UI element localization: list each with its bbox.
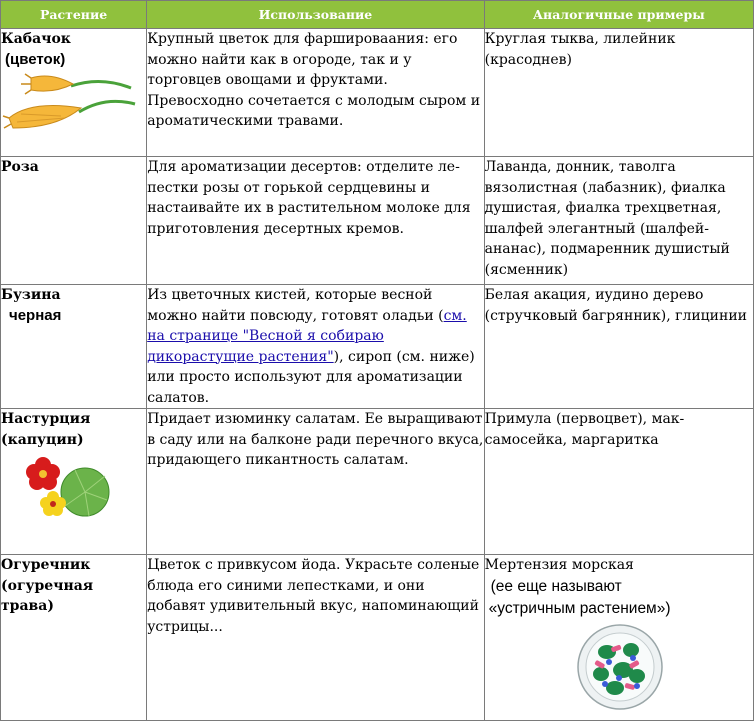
table-row: [1, 157, 754, 285]
usage-cell: [147, 285, 484, 409]
plant-subname: (огуречная трава): [1, 577, 94, 614]
examples-cell: Белая акация, иудино дерево (стручковый багрянник), глицинии: [484, 285, 753, 409]
header-examples: Аналогичные примеры: [484, 1, 753, 29]
examples-cell: Лаванда, донник, таволга вязолистная (лабазник), фиалка душистая, фиалка трехцветная, шалфей элегантный (шалфей-ананас), подмаренник душистый (ясменник): [484, 157, 753, 285]
usage-text: ), сироп (см. ниже) или просто используют для ароматизации салатов.: [147, 348, 475, 406]
table-row: [1, 29, 754, 157]
examples-cell: Круглая тыква, лилейник (красоднев): [484, 29, 753, 157]
usage-cell: Для ароматизации десертов: отделите ле-пестки розы от горькой сердцевины и настаивайте их в растительном молоке для приготовления десертных кремов.: [147, 157, 484, 285]
plant-cell: [1, 555, 147, 721]
plant-subname: черная: [9, 306, 62, 324]
table-row: [1, 555, 754, 721]
salad-plate-icon: [575, 622, 665, 712]
example-note: (ее еще называют: [490, 577, 622, 595]
table-row: [1, 409, 754, 555]
usage-cell: Придает изюминку салатам. Ее выращивают в саду или на балконе ради перечного вкуса, придающего пикантность салатам.: [147, 409, 484, 555]
plant-subname: (капуцин): [1, 431, 84, 448]
usage-text: Из цветочных кистей, которые весной можно найти повсюду, готовят оладьи (: [147, 287, 444, 324]
dikorastushchie-page-link[interactable]: см. на странице "Весной я собираю дикорастущие растения": [147, 307, 467, 365]
table-header-row: [1, 1, 754, 29]
examples-cell: [484, 555, 753, 721]
plant-cell: [1, 409, 147, 555]
plant-cell: [1, 29, 147, 157]
example-note: «устричным растением»): [488, 599, 671, 617]
plant-name: Кабачок: [1, 31, 71, 47]
plant-name: Настурция: [1, 411, 91, 427]
header-usage: Использование: [147, 1, 484, 29]
plant-name: Бузина: [1, 287, 61, 303]
usage-cell: Крупный цветок для фаршироваания: его можно найти как в огороде, так и у торговцев овощами и фруктами. Превосходно сочетается с молодым сыром и ароматическими травами.: [147, 29, 484, 157]
example-text: Мертензия морская: [484, 557, 634, 573]
examples-cell: Примула (первоцвет), мак-самосейка, маргаритка: [484, 409, 753, 555]
plant-cell: [1, 157, 147, 285]
header-plant: Растение: [1, 1, 147, 29]
zucchini-flower-icon: [1, 70, 137, 134]
nasturtium-icon: [15, 452, 125, 528]
plant-subname: (цветок): [5, 50, 66, 68]
usage-cell: Цветок с привкусом йода. Украсьте соленые блюда его синими лепестками, и они добавят удивительный вкус, напоминающий устрицы...: [147, 555, 484, 721]
plant-name: Огуречник: [1, 557, 91, 573]
plant-cell: [1, 285, 147, 409]
plant-name: Роза: [1, 159, 39, 175]
table-row: [1, 285, 754, 409]
